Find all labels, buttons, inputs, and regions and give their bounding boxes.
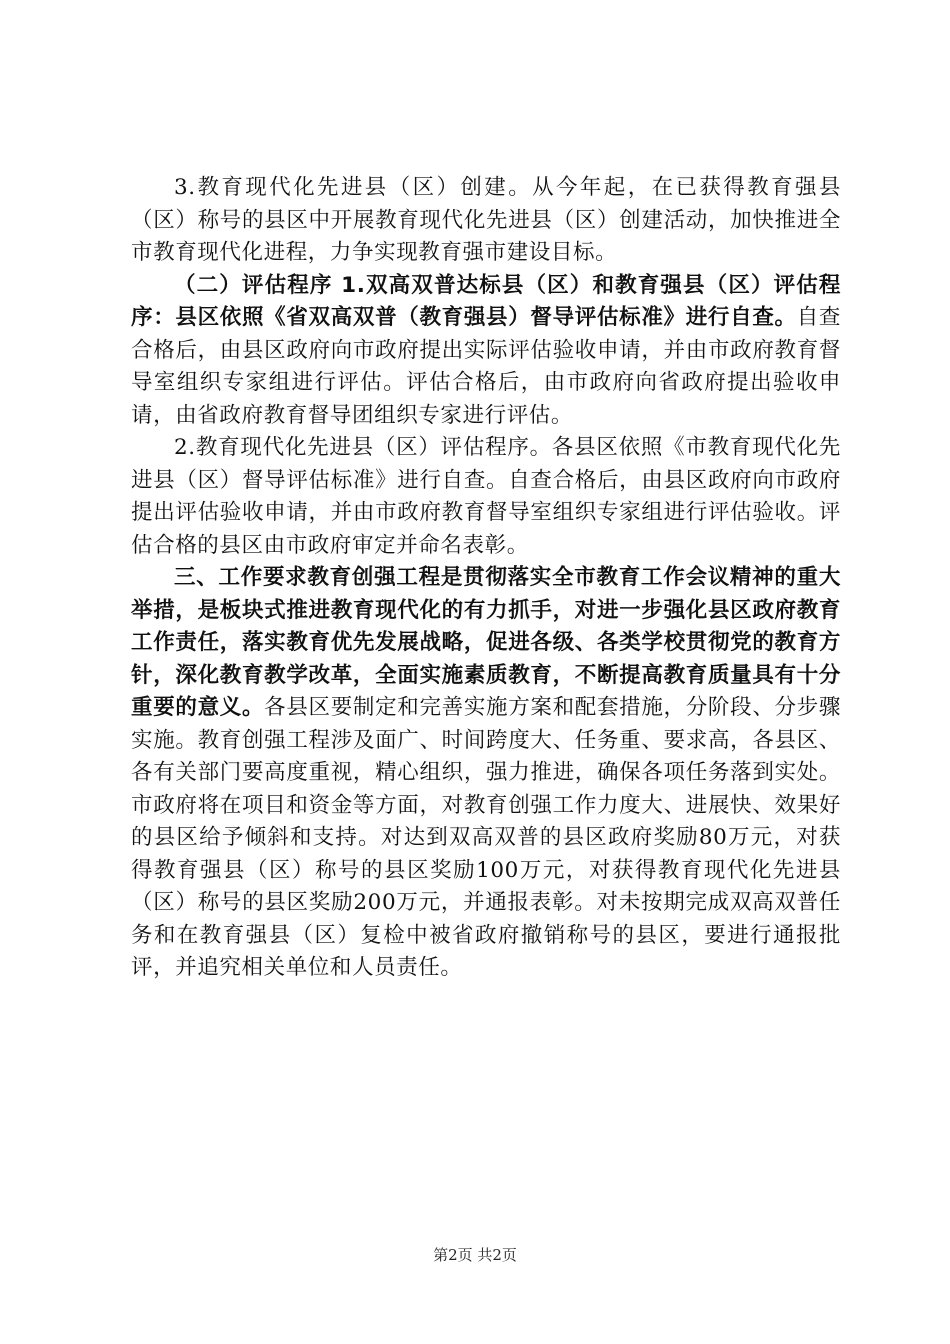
paragraph-1	[131, 172, 841, 270]
paragraph-2-lead: （二）评估程序 1.双高双普达标县（区）和教育强县（区）评估程序：县区依照《省双高双普（教育强县）督导评估标准》进行自查。	[131, 272, 841, 330]
paragraph-3-text: 2.教育现代化先进县（区）评估程序。各县区依照《市教育现代化先进县（区）督导评估标准》进行自查。自查合格后，由县区政府向市政府提出评估验收申请，并由市政府教育督导室组织专家组进行评估验收。评估合格的县区由市政府审定并命名表彰。	[131, 435, 841, 558]
paragraph-3	[131, 432, 841, 562]
paragraph-1-text: 3.教育现代化先进县（区）创建。从今年起，在已获得教育强县（区）称号的县区中开展教育现代化先进县（区）创建活动，加快推进全市教育现代化进程，力争实现教育强市建设目标。	[131, 175, 841, 265]
paragraph-2-text: 自查合格后，由县区政府向市政府提出实际评估验收申请，并由市政府教育督导室组织专家组进行评估。评估合格后，由市政府向省政府提出验收申请，由省政府教育督导团组织专家进行评估。	[131, 305, 841, 428]
paragraph-4	[131, 562, 841, 985]
paragraph-4-lead: 三、工作要求教育创强工程是贯彻落实全市教育工作会议精神的重大举措，是板块式推进教育现代化的有力抓手，对进一步强化县区政府教育工作责任，落实教育优先发展战略，促进各级、各类学校贯彻党的教育方针，深化教育教学改革，全面实施素质教育，不断提高教育质量具有十分重要的意义。	[131, 565, 841, 720]
paragraph-2	[131, 270, 841, 433]
page-number-footer: 第2页 共2页	[433, 1246, 517, 1264]
document-body	[131, 172, 841, 985]
paragraph-4-text: 各县区要制定和完善实施方案和配套措施，分阶段、分步骤实施。教育创强工程涉及面广、时间跨度大、任务重、要求高，各县区、各有关部门要高度重视，精心组织，强力推进，确保各项任务落到实处。市政府将在项目和资金等方面，对教育创强工作力度大、进展快、效果好的县区给予倾斜和支持。对达到双高双普的县区政府奖励80万元，对获得教育强县（区）称号的县区奖励100万元，对获得教育现代化先进县（区）称号的县区奖励200万元，并通报表彰。对未按期完成双高双普任务和在教育强县（区）复检中被省政府撤销称号的县区，要进行通报批评，并追究相关单位和人员责任。	[131, 695, 841, 980]
